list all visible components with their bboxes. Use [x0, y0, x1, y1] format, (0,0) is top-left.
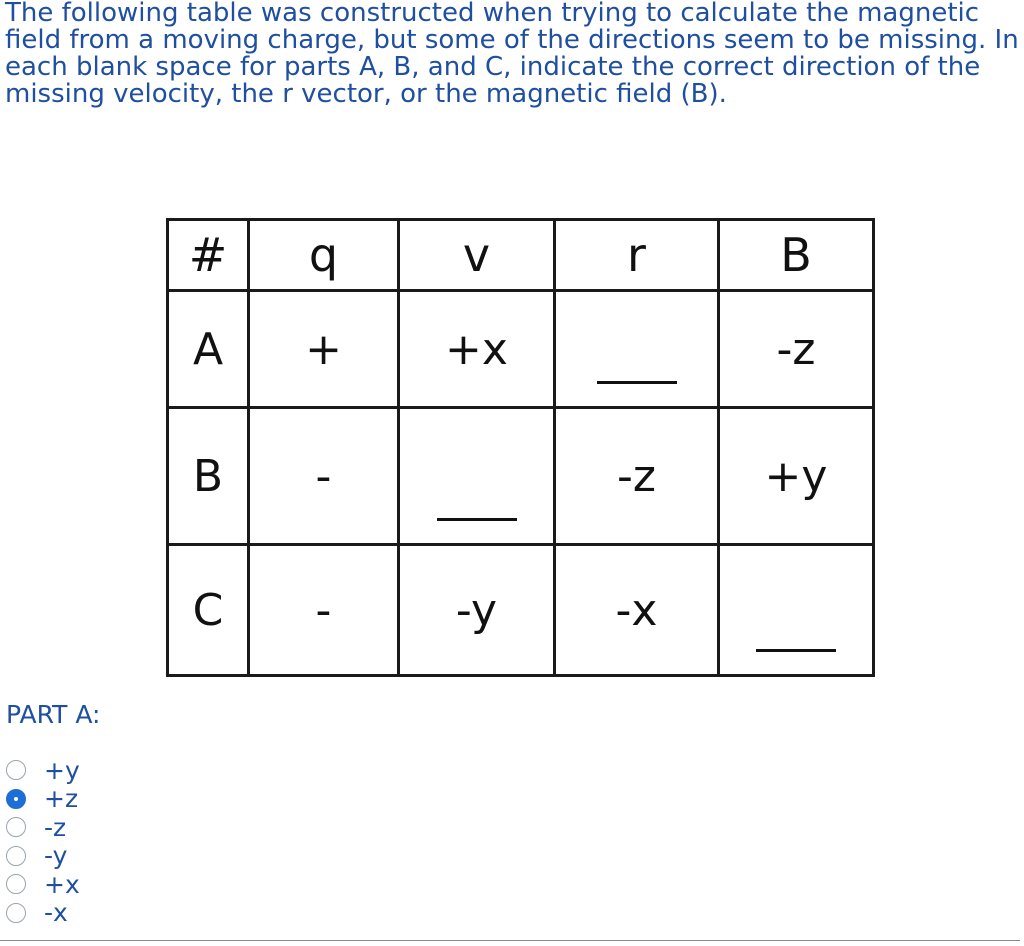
table-header-row — [168, 220, 874, 291]
answer-options — [6, 756, 80, 927]
header-b: B — [719, 220, 874, 291]
table-row-a — [168, 291, 874, 408]
row-c-q: - — [249, 545, 399, 676]
option-label: +x — [44, 869, 80, 899]
row-c-r: -x — [555, 545, 719, 676]
row-c-label: C — [168, 545, 249, 676]
header-number: # — [168, 220, 249, 291]
row-a-q: + — [249, 291, 399, 408]
header-q: q — [249, 220, 399, 291]
radio-button[interactable] — [6, 874, 26, 894]
bottom-divider — [0, 940, 1020, 941]
row-a-r — [555, 291, 719, 408]
row-a-v: +x — [399, 291, 555, 408]
option-minus-z[interactable] — [6, 813, 80, 842]
row-b-q: - — [249, 408, 399, 545]
option-label: -z — [44, 812, 67, 842]
option-plus-y[interactable] — [6, 756, 80, 785]
option-plus-x[interactable] — [6, 870, 80, 899]
question-text: The following table was constructed when trying to calculate the magnetic field from a moving charge, but some of the directions seem to be missing. In each blank space for parts A, B, and C, indicate the correct direction of the missing velocity, the r vector, or the magnetic field (B). — [5, 0, 1019, 109]
row-a-label: A — [168, 291, 249, 408]
part-a-label: PART A: — [6, 700, 101, 729]
row-a-b: -z — [719, 291, 874, 408]
option-label: -y — [44, 841, 68, 871]
option-minus-x[interactable] — [6, 899, 80, 928]
row-b-r: -z — [555, 408, 719, 545]
header-r: r — [555, 220, 719, 291]
row-b-b: +y — [719, 408, 874, 545]
table-row-c — [168, 545, 874, 676]
radio-button[interactable] — [6, 789, 26, 809]
option-label: +y — [44, 755, 80, 785]
header-v: v — [399, 220, 555, 291]
blank-line-b — [437, 518, 517, 521]
radio-button[interactable] — [6, 846, 26, 866]
radio-button[interactable] — [6, 760, 26, 780]
option-label: +z — [44, 784, 79, 814]
blank-line-c — [756, 649, 836, 652]
option-label: -x — [44, 898, 68, 928]
row-b-v — [399, 408, 555, 545]
radio-button[interactable] — [6, 903, 26, 923]
table-row-b — [168, 408, 874, 545]
blank-line-a — [597, 381, 677, 384]
option-plus-z[interactable] — [6, 785, 80, 814]
radio-button[interactable] — [6, 817, 26, 837]
row-b-label: B — [168, 408, 249, 545]
row-c-b — [719, 545, 874, 676]
row-c-v: -y — [399, 545, 555, 676]
option-minus-y[interactable] — [6, 842, 80, 871]
direction-table — [166, 218, 875, 670]
